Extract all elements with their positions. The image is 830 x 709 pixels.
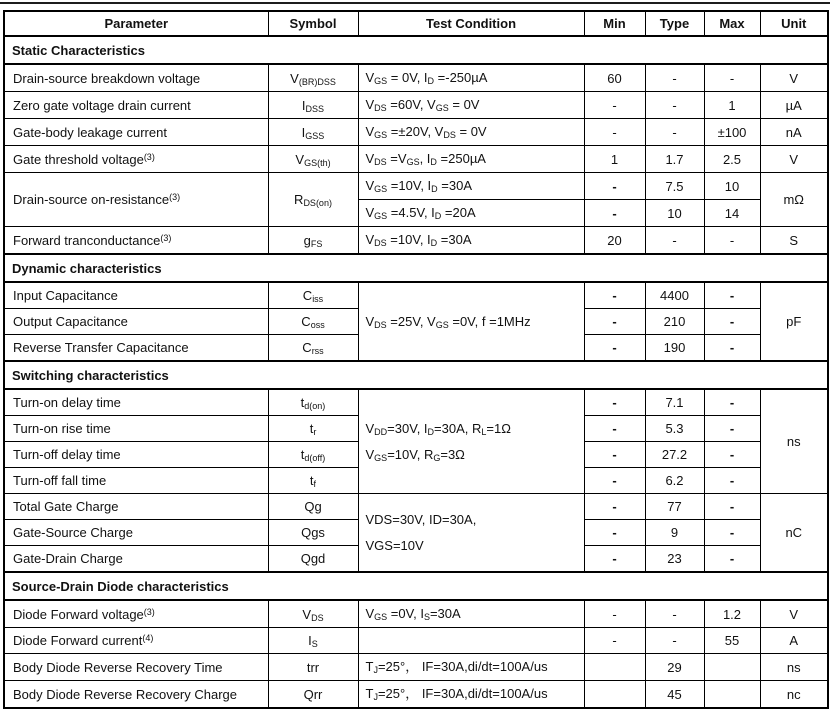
unit-cell: nC: [760, 494, 828, 573]
parameter-cell: Drain-source breakdown voltage: [4, 64, 268, 92]
min-cell: -: [584, 119, 645, 146]
col-header-max: Max: [704, 11, 760, 36]
min-cell: -: [584, 628, 645, 654]
symbol-cell: $t_{d(off)}$: [268, 442, 358, 468]
max-cell: -: [704, 309, 760, 335]
parameter-cell: Forward tranconductance$^{(3)}$: [4, 227, 268, 255]
min-cell: -: [584, 442, 645, 468]
symbol-cell: $I_{GSS}$: [268, 119, 358, 146]
max-cell: -: [704, 442, 760, 468]
header-row: [4, 11, 828, 36]
min-cell: 1: [584, 146, 645, 173]
max-cell: -: [704, 546, 760, 573]
test-condition-cell: $V_{DS} =10V$, $I_D =30A$: [358, 227, 584, 255]
parameter-cell: Body Diode Reverse Recovery Charge: [4, 681, 268, 709]
section-row: [4, 572, 828, 600]
max-cell: -: [704, 520, 760, 546]
max-cell: 14: [704, 200, 760, 227]
table-row: [4, 173, 828, 200]
max-cell: 1.2: [704, 600, 760, 628]
symbol-cell: $I_S$: [268, 628, 358, 654]
test-condition-cell: $V_{DD}=30V$, $I_D=30A$, $R_L=1\Omega$ $V_{GS}=10V$, $R_G=3\Omega$: [358, 389, 584, 494]
type-cell: 210: [645, 309, 704, 335]
symbol-cell: $t_{d(on)}$: [268, 389, 358, 416]
parameter-cell: Turn-on delay time: [4, 389, 268, 416]
section-title: Switching characteristics: [4, 361, 828, 389]
max-cell: -: [704, 416, 760, 442]
unit-cell: pF: [760, 282, 828, 361]
type-cell: 23: [645, 546, 704, 573]
type-cell: 1.7: [645, 146, 704, 173]
table-row: [4, 119, 828, 146]
min-cell: -: [584, 282, 645, 309]
table-row: [4, 64, 828, 92]
max-cell: -: [704, 335, 760, 362]
min-cell: -: [584, 389, 645, 416]
table-row: [4, 628, 828, 654]
unit-cell: V: [760, 64, 828, 92]
parameter-cell: Input Capacitance: [4, 282, 268, 309]
parameter-cell: Gate-Source Charge: [4, 520, 268, 546]
symbol-cell: $V_{(BR)DSS}$: [268, 64, 358, 92]
type-cell: 190: [645, 335, 704, 362]
type-cell: 4400: [645, 282, 704, 309]
col-header-parameter: Parameter: [4, 11, 268, 36]
page-top-rule: [0, 2, 830, 4]
unit-cell: V: [760, 146, 828, 173]
max-cell: 1: [704, 92, 760, 119]
type-cell: -: [645, 227, 704, 255]
type-cell: 77: [645, 494, 704, 520]
unit-cell: nc: [760, 681, 828, 709]
test-condition-cell: [358, 628, 584, 654]
min-cell: 20: [584, 227, 645, 255]
table-row: [4, 282, 828, 309]
parameter-cell: Drain-source on-resistance$^{(3)}$: [4, 173, 268, 227]
col-header-symbol: Symbol: [268, 11, 358, 36]
type-cell: -: [645, 628, 704, 654]
test-condition-cell: $V_{GS} =10V$, $I_D =30A$: [358, 173, 584, 200]
col-header-unit: Unit: [760, 11, 828, 36]
max-cell: -: [704, 64, 760, 92]
unit-cell: µA: [760, 92, 828, 119]
symbol-cell: $R_{DS(on)}$: [268, 173, 358, 227]
min-cell: -: [584, 335, 645, 362]
min-cell: -: [584, 520, 645, 546]
min-cell: -: [584, 494, 645, 520]
unit-cell: mΩ: [760, 173, 828, 227]
test-condition-cell: $V_{GS} =\pm 20V$, $V_{DS} = 0V$: [358, 119, 584, 146]
col-header-min: Min: [584, 11, 645, 36]
spec-table: [3, 10, 829, 709]
table-row: [4, 146, 828, 173]
symbol-cell: $C_{rss}$: [268, 335, 358, 362]
min-cell: -: [584, 416, 645, 442]
max-cell: -: [704, 494, 760, 520]
parameter-cell: Zero gate voltage drain current: [4, 92, 268, 119]
section-title: Source-Drain Diode characteristics: [4, 572, 828, 600]
unit-cell: ns: [760, 654, 828, 681]
type-cell: 10: [645, 200, 704, 227]
parameter-cell: Output Capacitance: [4, 309, 268, 335]
min-cell: -: [584, 600, 645, 628]
min-cell: -: [584, 468, 645, 494]
symbol-cell: $V_{GS(th)}$: [268, 146, 358, 173]
max-cell: -: [704, 282, 760, 309]
table-row: [4, 227, 828, 255]
min-cell: 60: [584, 64, 645, 92]
type-cell: -: [645, 92, 704, 119]
section-row: [4, 36, 828, 64]
type-cell: -: [645, 119, 704, 146]
symbol-cell: Qg: [268, 494, 358, 520]
type-cell: 9: [645, 520, 704, 546]
min-cell: -: [584, 200, 645, 227]
parameter-cell: Diode Forward current$^{(4)}$: [4, 628, 268, 654]
section-row: [4, 361, 828, 389]
symbol-cell: $g_{FS}$: [268, 227, 358, 255]
parameter-cell: Turn-on rise time: [4, 416, 268, 442]
parameter-cell: Gate threshold voltage$^{(3)}$: [4, 146, 268, 173]
type-cell: -: [645, 600, 704, 628]
unit-cell: nA: [760, 119, 828, 146]
symbol-cell: $t_f$: [268, 468, 358, 494]
table-row: [4, 681, 828, 709]
min-cell: -: [584, 546, 645, 573]
section-title: Static Characteristics: [4, 36, 828, 64]
unit-cell: ns: [760, 389, 828, 494]
symbol-cell: $C_{oss}$: [268, 309, 358, 335]
max-cell: ±100: [704, 119, 760, 146]
type-cell: 27.2: [645, 442, 704, 468]
max-cell: 10: [704, 173, 760, 200]
parameter-cell: Total Gate Charge: [4, 494, 268, 520]
test-condition-cell: $V_{GS} = 0V$, $I_D =-250\mu A$: [358, 64, 584, 92]
min-cell: [584, 681, 645, 709]
table-row: [4, 654, 828, 681]
test-condition-cell: $V_{DS} =V_{GS}$, $I_D =250\mu A$: [358, 146, 584, 173]
symbol-cell: Qgd: [268, 546, 358, 573]
max-cell: 2.5: [704, 146, 760, 173]
table-row: [4, 389, 828, 416]
parameter-cell: Reverse Transfer Capacitance: [4, 335, 268, 362]
symbol-cell: $t_r$: [268, 416, 358, 442]
max-cell: -: [704, 468, 760, 494]
type-cell: 7.1: [645, 389, 704, 416]
symbol-cell: $C_{iss}$: [268, 282, 358, 309]
min-cell: -: [584, 92, 645, 119]
test-condition-cell: $V_{DS} =25V$, $V_{GS} =0V$, f =1MHz: [358, 282, 584, 361]
parameter-cell: Gate-body leakage current: [4, 119, 268, 146]
test-condition-cell: VDS=30V, ID=30A, VGS=10V: [358, 494, 584, 573]
parameter-cell: Body Diode Reverse Recovery Time: [4, 654, 268, 681]
section-title: Dynamic characteristics: [4, 254, 828, 282]
type-cell: 6.2: [645, 468, 704, 494]
unit-cell: V: [760, 600, 828, 628]
symbol-cell: trr: [268, 654, 358, 681]
max-cell: -: [704, 227, 760, 255]
type-cell: 29: [645, 654, 704, 681]
symbol-cell: $V_{DS}$: [268, 600, 358, 628]
max-cell: [704, 654, 760, 681]
min-cell: -: [584, 173, 645, 200]
test-condition-cell: $T_J=25^\circ$， IF=30A,di/dt=100A/us: [358, 654, 584, 681]
test-condition-cell: $V_{GS} =0V$, $I_S=30A$: [358, 600, 584, 628]
type-cell: -: [645, 64, 704, 92]
col-header-test-condition: Test Condition: [358, 11, 584, 36]
symbol-cell: $I_{DSS}$: [268, 92, 358, 119]
type-cell: 45: [645, 681, 704, 709]
min-cell: [584, 654, 645, 681]
parameter-cell: Turn-off delay time: [4, 442, 268, 468]
max-cell: 55: [704, 628, 760, 654]
table-row: [4, 494, 828, 520]
max-cell: -: [704, 389, 760, 416]
parameter-cell: Gate-Drain Charge: [4, 546, 268, 573]
type-cell: 7.5: [645, 173, 704, 200]
symbol-cell: Qrr: [268, 681, 358, 709]
parameter-cell: Turn-off fall time: [4, 468, 268, 494]
unit-cell: A: [760, 628, 828, 654]
type-cell: 5.3: [645, 416, 704, 442]
test-condition-cell: $V_{DS} =60V$, $V_{GS} = 0V$: [358, 92, 584, 119]
table-row: [4, 600, 828, 628]
test-condition-cell: $T_J=25^\circ$， IF=30A,di/dt=100A/us: [358, 681, 584, 709]
test-condition-cell: $V_{GS} =4.5V$, $I_D =20A$: [358, 200, 584, 227]
max-cell: [704, 681, 760, 709]
symbol-cell: Qgs: [268, 520, 358, 546]
parameter-cell: Diode Forward voltage$^{(3)}$: [4, 600, 268, 628]
unit-cell: S: [760, 227, 828, 255]
min-cell: -: [584, 309, 645, 335]
section-row: [4, 254, 828, 282]
col-header-type: Type: [645, 11, 704, 36]
table-row: [4, 92, 828, 119]
table-body: [4, 36, 828, 708]
